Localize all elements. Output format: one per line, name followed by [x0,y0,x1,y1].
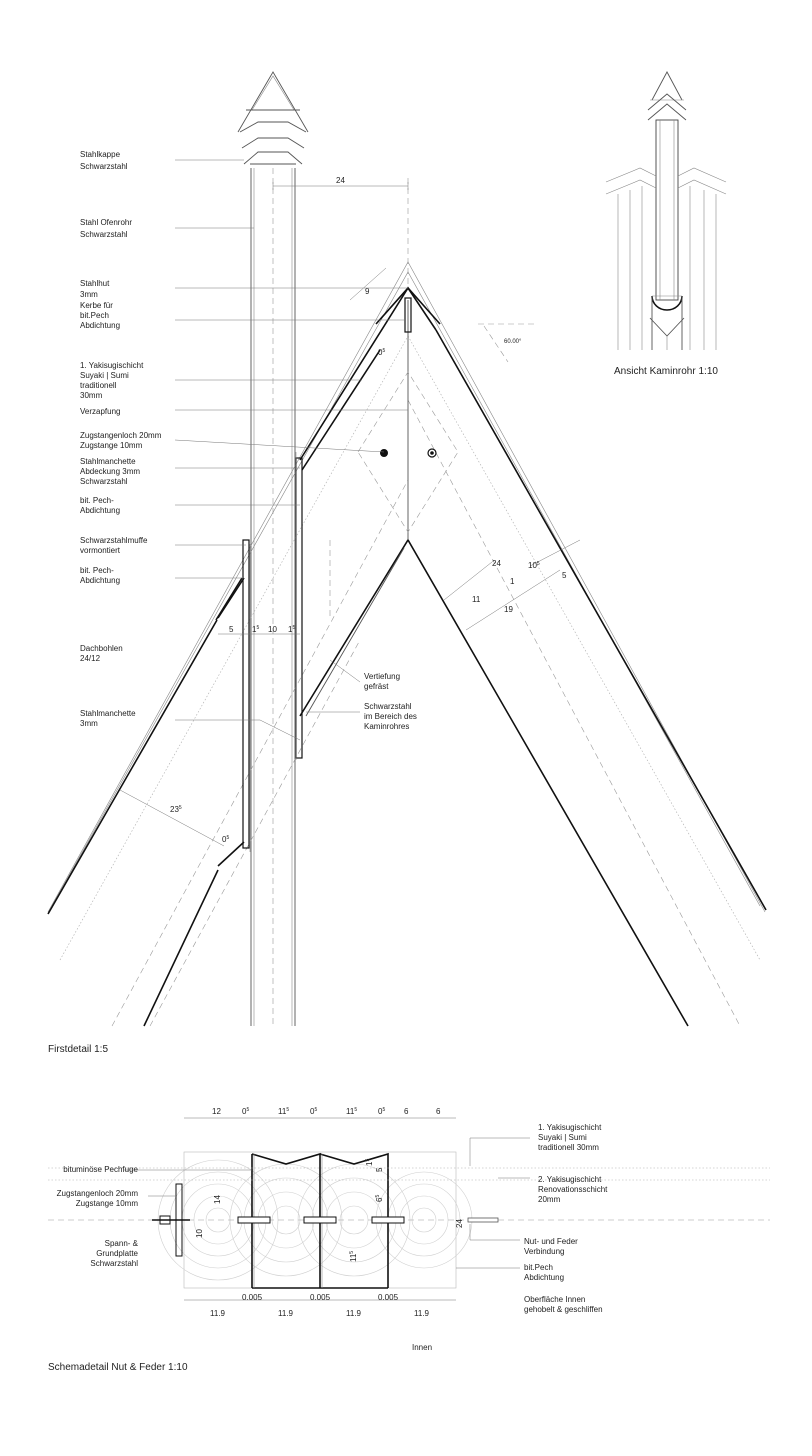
label-spann: Spann- & [104,1239,138,1248]
label-abdeckung: Abdeckung 3mm [80,467,141,476]
label-kerbe-pech: bit.Pech [80,311,109,320]
label-yakisugi-method: traditionell [80,381,117,390]
svg-text:6: 6 [404,1107,409,1116]
label-renovationsschicht: Renovationsschicht [538,1185,608,1194]
svg-text:24: 24 [455,1219,464,1228]
label-pechfuge: bituminöse Pechfuge [63,1165,138,1174]
label-bereich: im Bereich des [364,712,417,721]
schema-bottom-dimensions [210,1293,430,1318]
label-yakisugi-type: Suyaki | Sumi [80,371,129,380]
label-oberflaeche: Oberfläche Innen [524,1295,586,1304]
label-yakisugi-2: 2. Yakisugischicht [538,1175,602,1184]
schema-inner-dimensions [195,1159,464,1262]
label-ofenrohr-material: Schwarzstahl [80,230,128,239]
dim-right-1: 1 [510,577,515,586]
label-stahlmanchette-material: Schwarzstahl [80,477,128,486]
label-stahlhut: Stahlhut [80,279,110,288]
svg-text:14: 14 [213,1195,222,1204]
svg-text:5: 5 [375,1167,384,1172]
svg-text:15: $1^5$ [365,1158,374,1166]
label-schwarzstahl: Schwarzstahl [364,702,412,711]
label-stahlkappe-material: Schwarzstahl [80,162,128,171]
svg-text:115: $11^5$ [346,1107,358,1116]
label-verzapfung: Verzapfung [80,407,121,416]
chimney-view-drawing [606,72,726,350]
label-zugstange: Zugstange 10mm [80,441,143,450]
svg-text:0.005: 0.005 [242,1293,263,1302]
angle-label: 60.00° [504,339,522,345]
label-dachbohlen-size: 24/12 [80,654,101,663]
label-kerbe: Kerbe für [80,301,113,310]
label-stahlhut-thickness: 3mm [80,290,98,299]
first-detail-title: Firstdetail 1:5 [48,1044,109,1055]
label-dachbohlen: Dachbohlen [80,644,123,653]
label-zugstange-schema: Zugstange 10mm [75,1199,138,1208]
dim-left-1: $1^5$ [252,625,260,634]
label-leaders [175,160,408,740]
label-innen: Innen [412,1343,433,1352]
label-pech-1-abdichtung: Abdichtung [80,506,121,515]
svg-text:0.005: 0.005 [378,1293,399,1302]
label-pech-2: bit. Pech- [80,566,114,575]
label-stahlmanchette-2: Stahlmanchette [80,709,136,718]
dim-hat-offset: 9 [365,287,370,296]
label-stahlkappe: Stahlkappe [80,150,121,159]
steel-collar [218,350,404,866]
label-yakisugi: 1. Yakisugischicht [80,361,144,370]
label-bitpech-abdichtung: Abdichtung [524,1273,565,1282]
svg-text:65: $6^5$ [375,1194,384,1202]
label-stahlmanchette-2-thickness: 3mm [80,719,98,728]
label-grundplatte-material: Schwarzstahl [90,1259,138,1268]
dim-right-24: 24 [492,559,501,568]
label-muffe: Schwarzstahlmuffe [80,536,148,545]
svg-text:11.9: 11.9 [278,1309,293,1318]
svg-text:05: $0^5$ [242,1107,250,1116]
label-pech-2-abdichtung: Abdichtung [80,576,121,585]
first-detail-dimensions [120,182,580,846]
svg-text:11.9: 11.9 [346,1309,361,1318]
chimney-view-title: Ansicht Kaminrohr 1:10 [614,366,718,377]
dim-gap-top: $0^5$ [378,348,386,357]
label-verbindung: Verbindung [524,1247,565,1256]
svg-text:11.9: 11.9 [210,1309,225,1318]
steel-cap-icon [238,72,308,164]
label-gehobelt: gehobelt & geschliffen [524,1305,603,1314]
svg-text:11.9: 11.9 [414,1309,429,1318]
first-detail-drawing [48,72,766,1026]
label-kaminrohres: Kaminrohres [364,722,410,731]
label-vertiefung-gefraest: gefräst [364,682,389,691]
label-yakisugi-1-method: traditionell 30mm [538,1143,599,1152]
dim-right-11: 11 [472,595,481,604]
label-yakisugi-1: 1. Yakisugischicht [538,1123,602,1132]
svg-text:05: $0^5$ [310,1107,318,1116]
label-vertiefung: Vertiefung [364,672,401,681]
label-pech-1: bit. Pech- [80,496,114,505]
svg-text:115: $11^5$ [349,1250,358,1262]
svg-text:05: $0^5$ [378,1107,386,1116]
label-grundplatte: Grundplatte [96,1249,138,1258]
tongue-groove-drawing [48,1118,770,1300]
schema-right-labels [524,1123,608,1314]
stove-pipe [251,168,295,1026]
label-zugstangenloch-schema: Zugstangenloch 20mm [56,1189,138,1198]
dim-left-10: 10 [268,625,277,634]
dim-right-10: $10^5$ [528,561,540,570]
dim-pipe-width: 24 [336,176,345,185]
dim-left-1b: $1^5$ [288,625,296,634]
schema-detail-title: Schemadetail Nut & Feder 1:10 [48,1362,188,1373]
dim-slope-23: $23^5$ [170,805,182,814]
svg-text:6: 6 [436,1107,441,1116]
schema-top-dimensions [212,1107,441,1116]
tie-rod-hole-icon [380,449,388,457]
label-yakisugi-thickness: 30mm [80,391,103,400]
dim-left-5: 5 [229,625,234,634]
label-kerbe-abdichtung: Abdichtung [80,321,121,330]
svg-text:12: 12 [212,1107,221,1116]
svg-text:0.005: 0.005 [310,1293,331,1302]
schema-left-labels [57,1165,139,1268]
label-zugstangenloch: Zugstangenloch 20mm [80,431,162,440]
dim-slope-0: $0^5$ [222,835,230,844]
label-nut-feder: Nut- und Feder [524,1237,578,1246]
label-bitpech: bit.Pech [524,1263,553,1272]
svg-text:115: $11^5$ [278,1107,290,1116]
label-renovationsschicht-thickness: 20mm [538,1195,561,1204]
dim-right-19: 19 [504,605,513,614]
dim-right-5: 5 [562,571,567,580]
label-ofenrohr: Stahl Ofenrohr [80,218,133,227]
svg-text:10: 10 [195,1229,204,1238]
label-muffe-vormontiert: vormontiert [80,546,121,555]
label-yakisugi-1-type: Suyaki | Sumi [538,1133,587,1142]
label-stahlmanchette: Stahlmanchette [80,457,136,466]
